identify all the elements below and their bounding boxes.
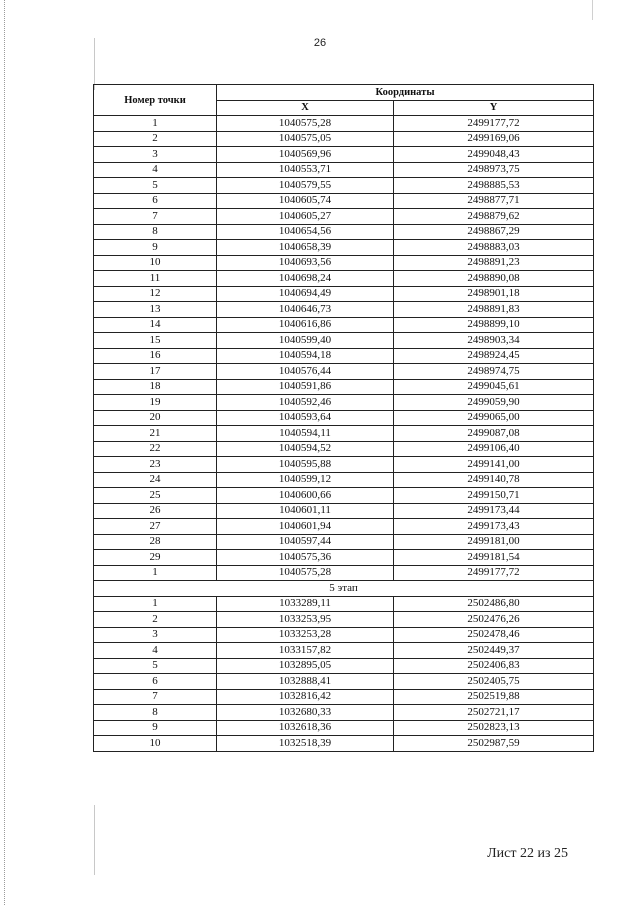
x-cell: 1040591,86: [217, 379, 394, 395]
y-cell: 2499140,78: [394, 472, 594, 488]
table-row: [94, 271, 594, 287]
x-cell: 1040575,05: [217, 131, 394, 147]
point-number-cell: 24: [94, 472, 217, 488]
point-number-cell: 2: [94, 612, 217, 628]
y-cell: 2498901,18: [394, 286, 594, 302]
x-cell: 1040575,28: [217, 565, 394, 581]
y-cell: 2502449,37: [394, 643, 594, 659]
y-cell: 2499106,40: [394, 441, 594, 457]
x-cell: 1040654,56: [217, 224, 394, 240]
x-cell: 1040594,18: [217, 348, 394, 364]
x-cell: 1032518,39: [217, 736, 394, 752]
table-row: [94, 317, 594, 333]
point-number-cell: 1: [94, 116, 217, 132]
stage-section: [94, 581, 594, 597]
point-number-cell: 29: [94, 550, 217, 566]
point-number-cell: 7: [94, 209, 217, 225]
point-number-cell: 12: [94, 286, 217, 302]
y-cell: 2498974,75: [394, 364, 594, 380]
x-cell: 1040597,44: [217, 534, 394, 550]
x-cell: 1040575,36: [217, 550, 394, 566]
table-row: [94, 224, 594, 240]
y-cell: 2499173,43: [394, 519, 594, 535]
table-row: [94, 550, 594, 566]
x-cell: 1040595,88: [217, 457, 394, 473]
point-number-cell: 8: [94, 224, 217, 240]
x-cell: 1033289,11: [217, 596, 394, 612]
x-cell: 1040600,66: [217, 488, 394, 504]
x-cell: 1040605,27: [217, 209, 394, 225]
table-row: [94, 472, 594, 488]
x-cell: 1040616,86: [217, 317, 394, 333]
y-cell: 2499181,54: [394, 550, 594, 566]
y-cell: 2499173,44: [394, 503, 594, 519]
y-cell: 2499177,72: [394, 565, 594, 581]
y-cell: 2498973,75: [394, 162, 594, 178]
y-cell: 2499045,61: [394, 379, 594, 395]
point-number-cell: 20: [94, 410, 217, 426]
table-row: [94, 503, 594, 519]
point-number-cell: 3: [94, 627, 217, 643]
table-row: [94, 627, 594, 643]
table-row: [94, 116, 594, 132]
page-number: 26: [313, 37, 327, 49]
x-cell: 1040592,46: [217, 395, 394, 411]
table-row: [94, 193, 594, 209]
x-cell: 1040599,12: [217, 472, 394, 488]
x-cell: 1040553,71: [217, 162, 394, 178]
x-cell: 1033253,28: [217, 627, 394, 643]
x-cell: 1033157,82: [217, 643, 394, 659]
x-cell: 1040605,74: [217, 193, 394, 209]
table-row: [94, 240, 594, 256]
y-cell: 2499150,71: [394, 488, 594, 504]
sheet-footer: Лист 22 из 25: [487, 846, 568, 861]
y-cell: 2502823,13: [394, 720, 594, 736]
x-cell: 1040694,49: [217, 286, 394, 302]
y-cell: 2502476,26: [394, 612, 594, 628]
table-row: [94, 643, 594, 659]
x-cell: 1040594,52: [217, 441, 394, 457]
stage-row: [94, 581, 594, 597]
point-number-cell: 15: [94, 333, 217, 349]
x-cell: 1040698,24: [217, 271, 394, 287]
y-cell: 2499065,00: [394, 410, 594, 426]
table-row: [94, 596, 594, 612]
x-cell: 1032618,36: [217, 720, 394, 736]
point-number-cell: 23: [94, 457, 217, 473]
point-number-cell: 4: [94, 643, 217, 659]
table-body-part2: [94, 596, 594, 751]
point-number-cell: 4: [94, 162, 217, 178]
coordinates-table: [93, 84, 594, 752]
point-number-cell: 10: [94, 736, 217, 752]
x-cell: 1040693,56: [217, 255, 394, 271]
x-cell: 1040569,96: [217, 147, 394, 163]
y-cell: 2499059,90: [394, 395, 594, 411]
point-number-cell: 10: [94, 255, 217, 271]
x-cell: 1040593,64: [217, 410, 394, 426]
table-row: [94, 689, 594, 705]
table-row: [94, 162, 594, 178]
x-cell: 1040658,39: [217, 240, 394, 256]
header-x: X: [217, 100, 394, 116]
x-cell: 1032888,41: [217, 674, 394, 690]
y-cell: 2498891,83: [394, 302, 594, 318]
y-cell: 2502478,46: [394, 627, 594, 643]
y-cell: 2502987,59: [394, 736, 594, 752]
point-number-cell: 6: [94, 193, 217, 209]
table-row: [94, 209, 594, 225]
table-row: [94, 565, 594, 581]
point-number-cell: 1: [94, 596, 217, 612]
table-row: [94, 348, 594, 364]
point-number-cell: 6: [94, 674, 217, 690]
y-cell: 2502721,17: [394, 705, 594, 721]
point-number-cell: 22: [94, 441, 217, 457]
x-cell: 1040599,40: [217, 333, 394, 349]
point-number-cell: 7: [94, 689, 217, 705]
scan-mark: [94, 805, 95, 875]
y-cell: 2499141,00: [394, 457, 594, 473]
point-number-cell: 19: [94, 395, 217, 411]
table-row: [94, 364, 594, 380]
table-row: [94, 488, 594, 504]
point-number-cell: 5: [94, 178, 217, 194]
x-cell: 1033253,95: [217, 612, 394, 628]
header-coordinates: Координаты: [217, 85, 594, 101]
table-row: [94, 255, 594, 271]
y-cell: 2502405,75: [394, 674, 594, 690]
table-row: [94, 302, 594, 318]
point-number-cell: 11: [94, 271, 217, 287]
table-row: [94, 147, 594, 163]
point-number-cell: 27: [94, 519, 217, 535]
table-row: [94, 395, 594, 411]
x-cell: 1032895,05: [217, 658, 394, 674]
y-cell: 2498877,71: [394, 193, 594, 209]
table-row: [94, 457, 594, 473]
table-row: [94, 333, 594, 349]
x-cell: 1040601,11: [217, 503, 394, 519]
table-row: [94, 379, 594, 395]
x-cell: 1040601,94: [217, 519, 394, 535]
y-cell: 2502519,88: [394, 689, 594, 705]
point-number-cell: 3: [94, 147, 217, 163]
y-cell: 2498890,08: [394, 271, 594, 287]
point-number-cell: 5: [94, 658, 217, 674]
x-cell: 1040594,11: [217, 426, 394, 442]
point-number-cell: 2: [94, 131, 217, 147]
x-cell: 1040646,73: [217, 302, 394, 318]
table-row: [94, 131, 594, 147]
x-cell: 1040579,55: [217, 178, 394, 194]
y-cell: 2498899,10: [394, 317, 594, 333]
x-cell: 1040575,28: [217, 116, 394, 132]
header-y: Y: [394, 100, 594, 116]
x-cell: 1032816,42: [217, 689, 394, 705]
y-cell: 2499177,72: [394, 116, 594, 132]
point-number-cell: 17: [94, 364, 217, 380]
table-row: [94, 441, 594, 457]
table-row: [94, 736, 594, 752]
y-cell: 2498903,34: [394, 333, 594, 349]
point-number-cell: 21: [94, 426, 217, 442]
table-body-part1: [94, 116, 594, 581]
table-row: [94, 705, 594, 721]
table-row: [94, 519, 594, 535]
table-row: [94, 426, 594, 442]
table-row: [94, 612, 594, 628]
y-cell: 2499169,06: [394, 131, 594, 147]
header-point-number: Номер точки: [94, 85, 217, 116]
y-cell: 2499048,43: [394, 147, 594, 163]
x-cell: 1040576,44: [217, 364, 394, 380]
y-cell: 2498867,29: [394, 224, 594, 240]
point-number-cell: 1: [94, 565, 217, 581]
table-row: [94, 410, 594, 426]
table-row: [94, 720, 594, 736]
point-number-cell: 14: [94, 317, 217, 333]
table-row: [94, 658, 594, 674]
y-cell: 2502486,80: [394, 596, 594, 612]
point-number-cell: 8: [94, 705, 217, 721]
x-cell: 1032680,33: [217, 705, 394, 721]
table-row: [94, 286, 594, 302]
y-cell: 2498883,03: [394, 240, 594, 256]
point-number-cell: 18: [94, 379, 217, 395]
point-number-cell: 9: [94, 720, 217, 736]
y-cell: 2498879,62: [394, 209, 594, 225]
scan-mark: [592, 0, 593, 20]
y-cell: 2499087,08: [394, 426, 594, 442]
point-number-cell: 16: [94, 348, 217, 364]
point-number-cell: 9: [94, 240, 217, 256]
point-number-cell: 13: [94, 302, 217, 318]
table-row: [94, 674, 594, 690]
y-cell: 2498891,23: [394, 255, 594, 271]
scan-edge-left: [4, 0, 5, 905]
y-cell: 2502406,83: [394, 658, 594, 674]
point-number-cell: 25: [94, 488, 217, 504]
table-row: [94, 178, 594, 194]
stage-label: 5 этап: [94, 581, 594, 597]
point-number-cell: 26: [94, 503, 217, 519]
y-cell: 2499181,00: [394, 534, 594, 550]
y-cell: 2498885,53: [394, 178, 594, 194]
table-row: [94, 534, 594, 550]
point-number-cell: 28: [94, 534, 217, 550]
y-cell: 2498924,45: [394, 348, 594, 364]
